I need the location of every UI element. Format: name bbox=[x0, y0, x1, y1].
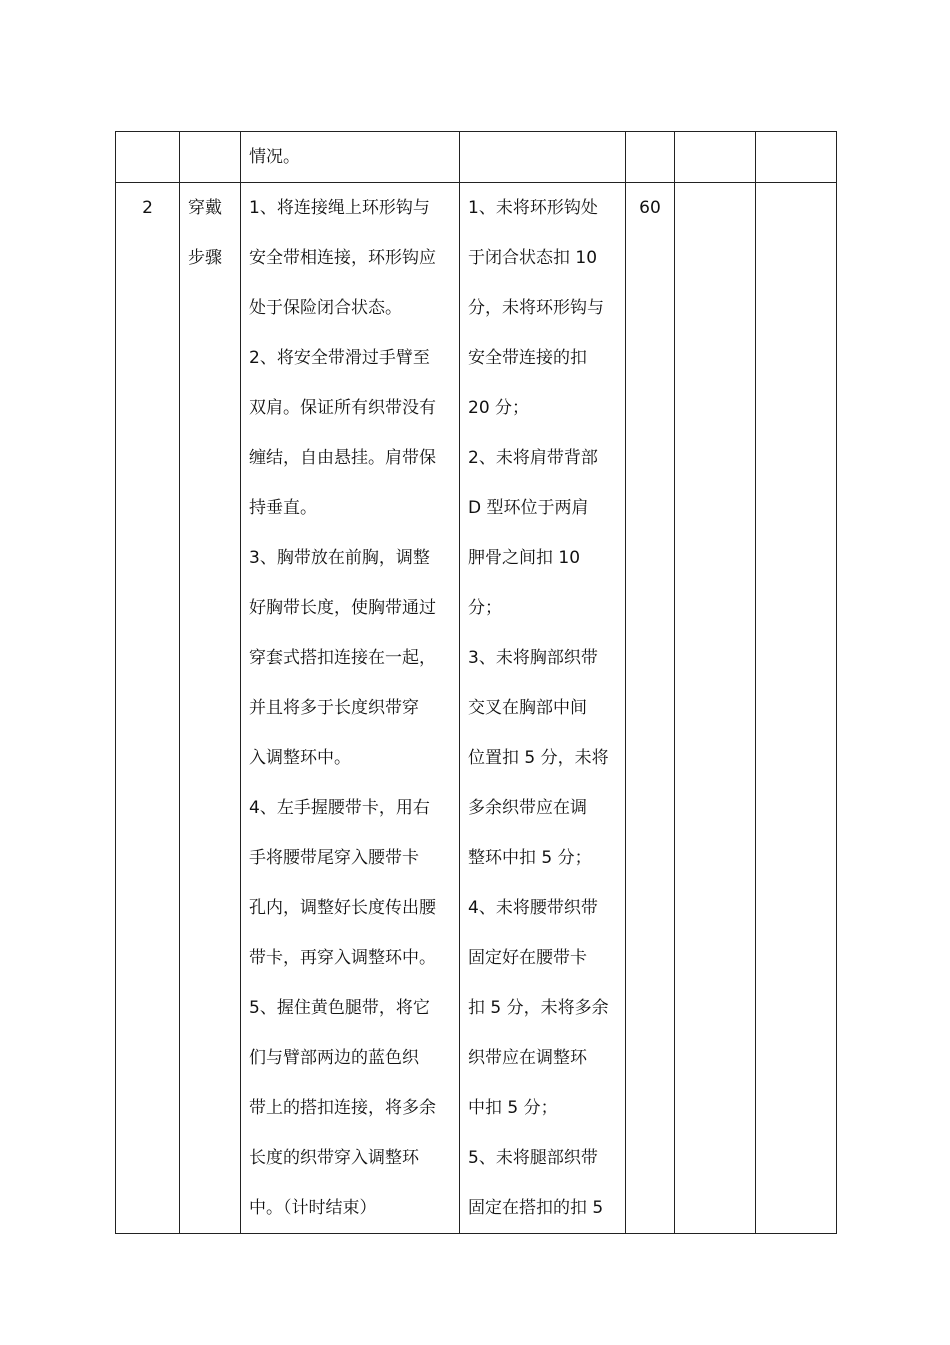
criteria-line: D 型环位于两肩 bbox=[468, 498, 589, 518]
content-line: 孔内，调整好长度传出腰 bbox=[249, 898, 436, 918]
content-line: 长度的织带穿入调整环 bbox=[249, 1148, 419, 1168]
content-line: 持垂直。 bbox=[249, 498, 317, 518]
criteria-line: 3、未将胸部织带 bbox=[468, 648, 598, 668]
criteria-line: 4、未将腰带织带 bbox=[468, 898, 598, 918]
criteria-text bbox=[460, 183, 625, 1233]
cell-step bbox=[180, 132, 241, 183]
step-line: 穿戴 bbox=[188, 198, 222, 218]
content-line: 5、握住黄色腿带，将它 bbox=[249, 998, 430, 1018]
content-line: 2、将安全带滑过手臂至 bbox=[249, 348, 430, 368]
cell-step bbox=[180, 183, 241, 1234]
content-line: 们与臂部两边的蓝色织 bbox=[249, 1048, 419, 1068]
criteria-line: 胛骨之间扣 10 bbox=[468, 548, 581, 568]
content-text bbox=[241, 183, 459, 1233]
criteria-line: 5、未将腿部织带 bbox=[468, 1148, 598, 1168]
cell-number bbox=[116, 183, 180, 1234]
cell-extra-2 bbox=[756, 183, 837, 1234]
content-line: 处于保险闭合状态。 bbox=[249, 298, 402, 318]
content-line: 穿套式搭扣连接在一起， bbox=[249, 648, 436, 668]
score-value: 60 bbox=[639, 198, 661, 218]
content-line: 缠结，自由悬挂。肩带保 bbox=[249, 448, 436, 468]
step-name bbox=[180, 183, 240, 283]
table-row-continued bbox=[116, 132, 837, 183]
criteria-line: 多余织带应在调 bbox=[468, 798, 587, 818]
criteria-line: 固定在搭扣的扣 5 bbox=[468, 1198, 604, 1218]
cell-number bbox=[116, 132, 180, 183]
cell-content bbox=[241, 132, 460, 183]
criteria-line: 1、未将环形钩处 bbox=[468, 198, 598, 218]
content-line: 1、将连接绳上环形钩与 bbox=[249, 198, 430, 218]
criteria-line: 扣 5 分，未将多余 bbox=[468, 998, 609, 1018]
criteria-line: 2、未将肩带背部 bbox=[468, 448, 598, 468]
cell-extra-2 bbox=[756, 132, 837, 183]
cell-criteria bbox=[460, 183, 626, 1234]
criteria-line: 固定好在腰带卡 bbox=[468, 948, 587, 968]
criteria-line: 位置扣 5 分，未将 bbox=[468, 748, 609, 768]
cell-content bbox=[241, 183, 460, 1234]
content-line: 双肩。保证所有织带没有 bbox=[249, 398, 436, 418]
row-number: 2 bbox=[142, 198, 153, 218]
table-row-wearing-steps bbox=[116, 183, 837, 1234]
content-line: 安全带相连接，环形钩应 bbox=[249, 248, 436, 268]
cell-score bbox=[626, 132, 675, 183]
content-line: 4、左手握腰带卡，用右 bbox=[249, 798, 430, 818]
content-line: 带上的搭扣连接，将多余 bbox=[249, 1098, 436, 1118]
content-line: 3、胸带放在前胸，调整 bbox=[249, 548, 430, 568]
content-line: 中。（计时结束） bbox=[249, 1198, 377, 1218]
step-line: 步骤 bbox=[188, 248, 222, 268]
criteria-line: 交叉在胸部中间 bbox=[468, 698, 587, 718]
criteria-line: 织带应在调整环 bbox=[468, 1048, 587, 1068]
cell-criteria bbox=[460, 132, 626, 183]
content-line: 好胸带长度，使胸带通过 bbox=[249, 598, 436, 618]
content-line: 手将腰带尾穿入腰带卡 bbox=[249, 848, 419, 868]
criteria-line: 分； bbox=[468, 598, 502, 618]
criteria-line: 20 分； bbox=[468, 398, 530, 418]
criteria-line: 安全带连接的扣 bbox=[468, 348, 587, 368]
content-text: 情况。 bbox=[249, 147, 300, 167]
criteria-line: 整环中扣 5 分； bbox=[468, 848, 592, 868]
criteria-line: 中扣 5 分； bbox=[468, 1098, 558, 1118]
cell-extra-1 bbox=[675, 183, 756, 1234]
content-line: 带卡，再穿入调整环中。 bbox=[249, 948, 436, 968]
scoring-table bbox=[115, 131, 837, 1234]
content-line: 入调整环中。 bbox=[249, 748, 351, 768]
criteria-line: 于闭合状态扣 10 bbox=[468, 248, 598, 268]
criteria-line: 分，未将环形钩与 bbox=[468, 298, 604, 318]
cell-extra-1 bbox=[675, 132, 756, 183]
cell-score bbox=[626, 183, 675, 1234]
content-line: 并且将多于长度织带穿 bbox=[249, 698, 419, 718]
